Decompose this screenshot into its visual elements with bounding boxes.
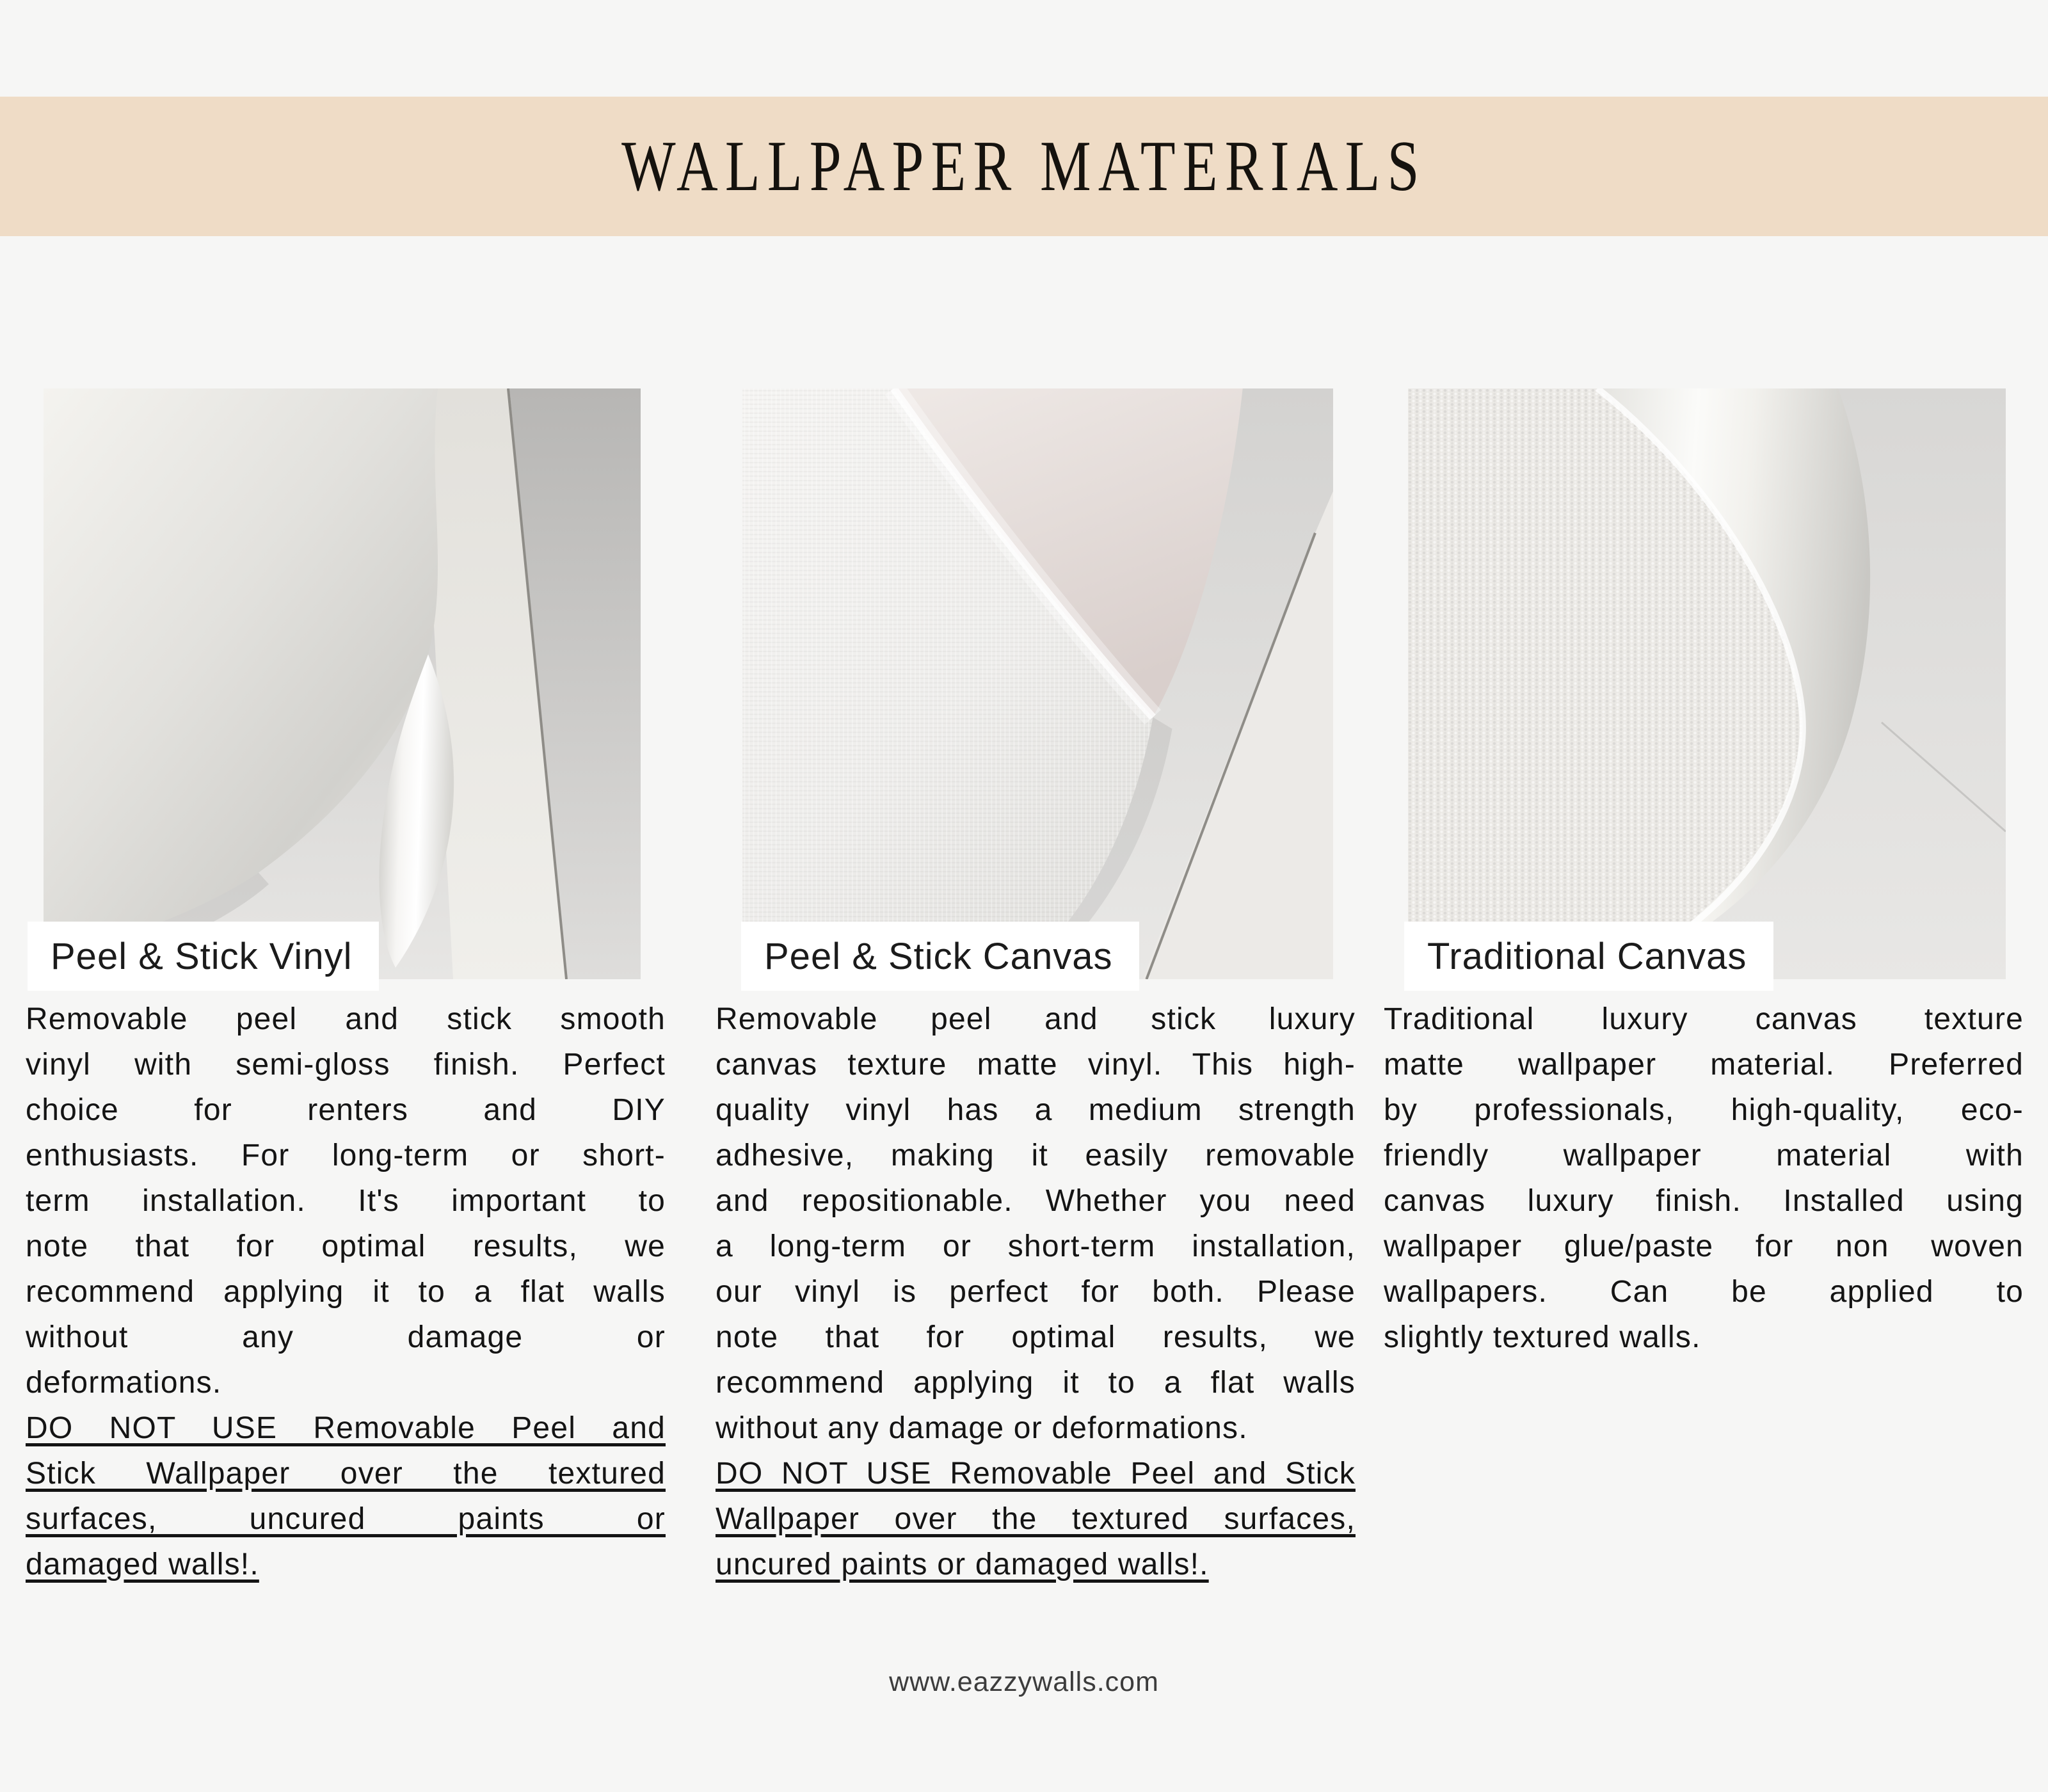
traditional-canvas-photo-illustration — [1408, 388, 2006, 979]
website-url: www.eazzywalls.com — [889, 1667, 1159, 1697]
material-photo-vinyl — [44, 388, 641, 979]
material-column-vinyl — [26, 996, 666, 1587]
material-description: Removable peel and stick luxury canvas texture matte vinyl. This high- quality vinyl has a medium strength adhesive, making it easily removable and repositionable. Whether you need a long-term or short-term installation, our vinyl is perfect for both. Please note that for optimal results, we recommend applying it to a flat walls without any damage or deformations. — [716, 1002, 1356, 1445]
material-photo-traditional-canvas — [1408, 388, 2006, 979]
material-warning: DO NOT USE Removable Peel and Stick Wallpaper over the textured surfaces, uncured paints or damaged walls!. — [26, 1411, 666, 1581]
page-title: WALLPAPER MATERIALS — [621, 126, 1427, 206]
material-label-vinyl: Peel & Stick Vinyl — [28, 922, 379, 991]
canvas-sample-photo-illustration — [742, 388, 1333, 979]
material-column-traditional — [1384, 996, 2024, 1360]
material-warning: DO NOT USE Removable Peel and Stick Wallpaper over the textured surfaces, uncured paints or damaged walls!. — [716, 1457, 1356, 1581]
material-description: Traditional luxury canvas texture matte wallpaper material. Preferred by professionals, high-quality, eco- friendly wallpaper material with canvas luxury finish. Installed using wallpaper glue/paste for non woven wallpapers. Can be applied to slightly textured walls. — [1384, 1002, 2024, 1354]
header-banner — [0, 97, 2048, 236]
material-column-ps-canvas — [716, 996, 1356, 1587]
material-description: Removable peel and stick smooth vinyl with semi-gloss finish. Perfect choice for renters and DIY enthusiasts. For long-term or short- term installation. It's important to note that for optimal results, we recommend applying it to a flat walls without any damage or deformations. — [26, 1002, 666, 1400]
vinyl-sample-photo-illustration — [44, 388, 641, 979]
material-label-ps-canvas: Peel & Stick Canvas — [741, 922, 1139, 991]
material-photo-ps-canvas — [742, 388, 1333, 979]
material-label-traditional: Traditional Canvas — [1404, 922, 1773, 991]
